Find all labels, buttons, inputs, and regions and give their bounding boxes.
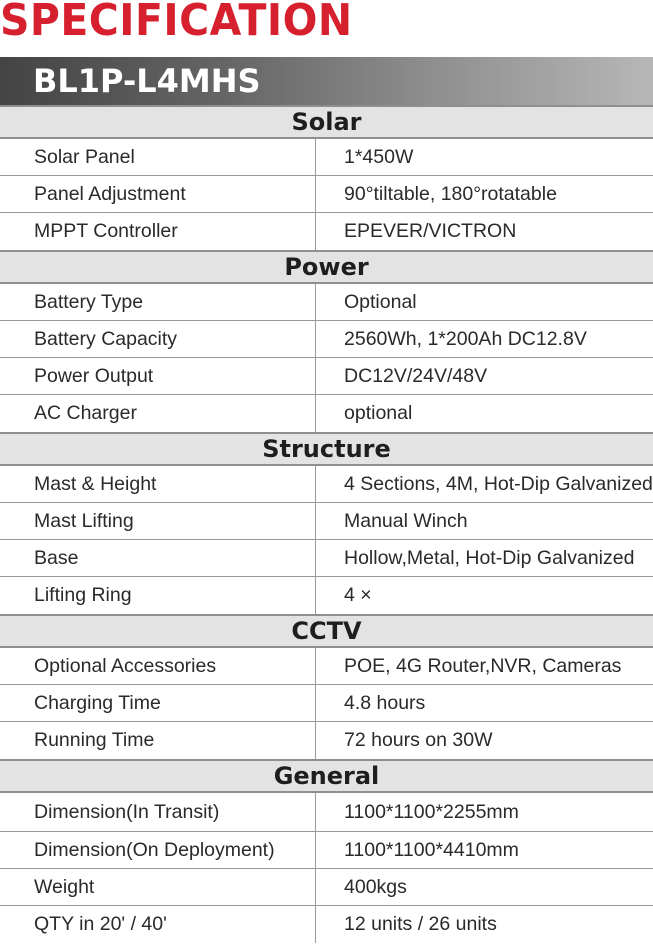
spec-row: [0, 577, 653, 614]
spec-row: [0, 793, 653, 832]
spec-label: Optional Accessories: [34, 655, 217, 677]
spec-label: MPPT Controller: [34, 220, 178, 242]
spec-row: [0, 139, 653, 176]
spec-row: [0, 832, 653, 869]
spec-row: [0, 284, 653, 321]
spec-row: [0, 213, 653, 250]
spec-row: [0, 685, 653, 722]
spec-label: Battery Type: [34, 291, 144, 313]
spec-label: Power Output: [34, 365, 154, 387]
spec-row: [0, 503, 653, 540]
spec-value: 4.8 hours: [344, 692, 426, 714]
section-header-structure: Structure: [0, 432, 653, 466]
section-header-general: General: [0, 759, 653, 793]
spec-label: Mast Lifting: [34, 510, 134, 532]
spec-label: Panel Adjustment: [34, 183, 186, 205]
spec-value: 400kgs: [344, 876, 407, 898]
spec-value: 90°tiltable, 180°rotatable: [344, 183, 557, 205]
section-header-solar: Solar: [0, 105, 653, 139]
spec-value: 1*450W: [344, 146, 414, 168]
page-title: SPECIFICATION: [0, 0, 353, 46]
spec-value: POE, 4G Router,NVR, Cameras: [344, 655, 622, 677]
spec-label: Charging Time: [34, 692, 161, 714]
spec-value: 12 units / 26 units: [344, 913, 497, 935]
spec-row: [0, 906, 653, 943]
spec-label: AC Charger: [34, 402, 137, 424]
spec-value: EPEVER/VICTRON: [344, 220, 517, 242]
spec-label: Mast & Height: [34, 473, 157, 495]
spec-value: 4 Sections, 4M, Hot-Dip Galvanized: [344, 473, 653, 495]
spec-label: Dimension(In Transit): [34, 801, 220, 823]
spec-value: 2560Wh, 1*200Ah DC12.8V: [344, 328, 587, 350]
spec-value: Optional: [344, 291, 417, 313]
spec-label: Base: [34, 547, 79, 569]
spec-value: 1100*1100*2255mm: [344, 801, 519, 823]
spec-value: 1100*1100*4410mm: [344, 839, 519, 861]
spec-value: Hollow,Metal, Hot-Dip Galvanized: [344, 547, 635, 569]
spec-row: [0, 395, 653, 432]
spec-table: [0, 105, 653, 943]
spec-value: DC12V/24V/48V: [344, 365, 488, 387]
spec-value: 72 hours on 30W: [344, 729, 493, 751]
model-name: BL1P-L4MHS: [33, 62, 261, 100]
spec-row: [0, 321, 653, 358]
spec-row: [0, 648, 653, 685]
spec-row: [0, 540, 653, 577]
spec-value: Manual Winch: [344, 510, 468, 532]
section-header-power: Power: [0, 250, 653, 284]
spec-label: QTY in 20' / 40': [34, 913, 167, 935]
spec-row: [0, 358, 653, 395]
spec-label: Solar Panel: [34, 146, 135, 168]
spec-value: 4 ×: [344, 584, 372, 606]
spec-label: Running Time: [34, 729, 155, 751]
section-header-cctv: CCTV: [0, 614, 653, 648]
spec-label: Weight: [34, 876, 95, 898]
spec-label: Lifting Ring: [34, 584, 132, 606]
model-banner: [0, 57, 653, 105]
spec-value: optional: [344, 402, 413, 424]
spec-row: [0, 722, 653, 759]
spec-row: [0, 176, 653, 213]
spec-label: Battery Capacity: [34, 328, 178, 350]
spec-row: [0, 466, 653, 503]
spec-label: Dimension(On Deployment): [34, 839, 275, 861]
spec-row: [0, 869, 653, 906]
